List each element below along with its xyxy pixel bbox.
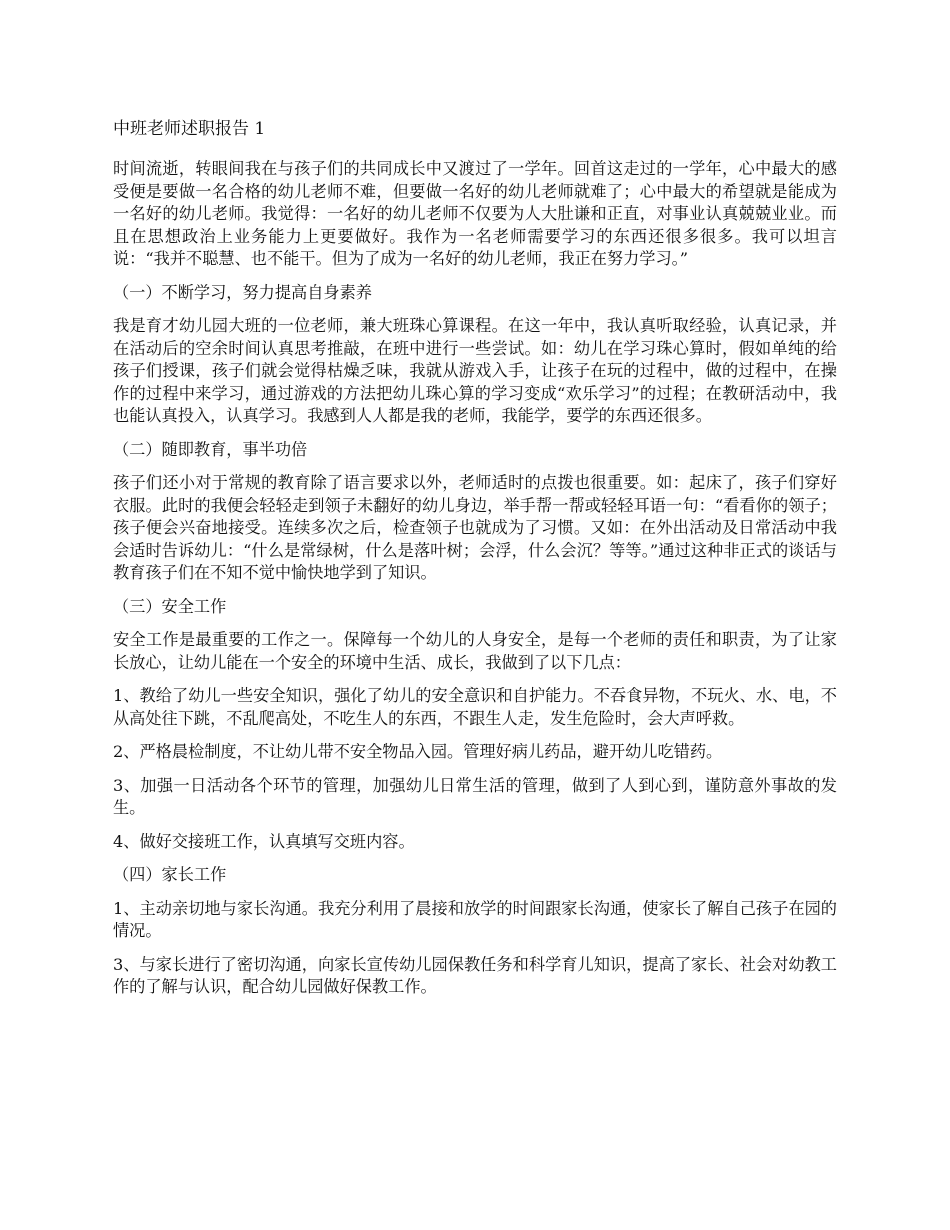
paragraph-learning: 我是育才幼儿园大班的一位老师，兼大班珠心算课程。在这一年中，我认真听取经验，认真记录，并在活动后的空余时间认真思考推敲，在班中进行一些尝试。如：幼儿在学习珠心算时，假如单纯的给孩子们授课，孩子们就会觉得枯燥乏味，我就从游戏入手，让孩子在玩的过程中，做的过程中，在操作的过程中来学习，通过游戏的方法把幼儿珠心算的学习变成“欢乐学习”的过程；在教研活动中，我也能认真投入，认真学习。我感到人人都是我的老师，我能学，要学的东西还很多。 <box>113 316 837 425</box>
section-heading-2: （二）随即教育，事半功倍 <box>113 439 308 459</box>
paragraph-parents-item-1: 1、主动亲切地与家长沟通。我充分利用了晨接和放学的时间跟家长沟通，使家长了解自己孩子在园的情况。 <box>113 898 837 940</box>
paragraph-safety-item-4: 4、做好交接班工作，认真填写交班内容。 <box>113 831 415 851</box>
paragraph-safety-item-3: 3、加强一日活动各个环节的管理，加强幼儿日常生活的管理，做到了人到心到，谨防意外事故的发生。 <box>113 775 837 817</box>
paragraph-education: 孩子们还小对于常规的教育除了语言要求以外，老师适时的点拨也很重要。如：起床了，孩子们穿好衣服。此时的我便会轻轻走到领子未翻好的幼儿身边，举手帮一帮或轻轻耳语一句：“看看你的领子；孩子便会兴奋地接受。连续多次之后，检查领子也就成为了习惯。又如：在外出活动及日常活动中我会适时告诉幼儿：“什么是常绿树，什么是落叶树；会浮，什么会沉？等等。”通过这种非正式的谈话与教育孩子们在不知不觉中愉快地学到了知识。 <box>113 473 837 582</box>
paragraph-parents-item-3: 3、与家长进行了密切沟通，向家长宣传幼儿园保教任务和科学育儿知识，提高了家长、社会对幼教工作的了解与认识，配合幼儿园做好保教工作。 <box>113 954 837 996</box>
document-title: 中班老师述职报告 1 <box>113 119 266 139</box>
paragraph-intro: 时间流逝，转眼间我在与孩子们的共同成长中又渡过了一学年。回首这走过的一学年，心中最大的感受便是要做一名合格的幼儿老师不难，但要做一名好的幼儿老师就难了；心中最大的希望就是能成为一名好的幼儿老师。我觉得：一名好的幼儿老师不仅要为人大肚谦和正直，对事业认真兢兢业业。而且在思想政治上业务能力上更要做好。我作为一名老师需要学习的东西还很多很多。我可以坦言说：“我并不聪慧、也不能干。但为了成为一名好的幼儿老师，我正在努力学习。” <box>113 159 837 268</box>
document-page <box>113 118 837 1010</box>
paragraph-safety-intro: 安全工作是最重要的工作之一。保障每一个幼儿的人身安全，是每一个老师的责任和职责，为了让家长放心，让幼儿能在一个安全的环境中生活、成长，我做到了以下几点： <box>113 630 837 672</box>
paragraph-safety-item-2: 2、严格晨检制度，不让幼儿带不安全物品入园。管理好病儿药品，避开幼儿吃错药。 <box>113 742 723 761</box>
section-heading-3: （三）安全工作 <box>113 596 227 616</box>
section-heading-1: （一）不断学习，努力提高自身素养 <box>113 282 372 302</box>
paragraph-safety-item-1: 1、教给了幼儿一些安全知识，强化了幼儿的安全意识和自护能力。不吞食异物，不玩火、水、电，不从高处往下跳，不乱爬高处，不吃生人的东西，不跟生人走，发生危险时，会大声呼救。 <box>113 686 837 728</box>
section-heading-4: （四）家长工作 <box>113 865 227 884</box>
